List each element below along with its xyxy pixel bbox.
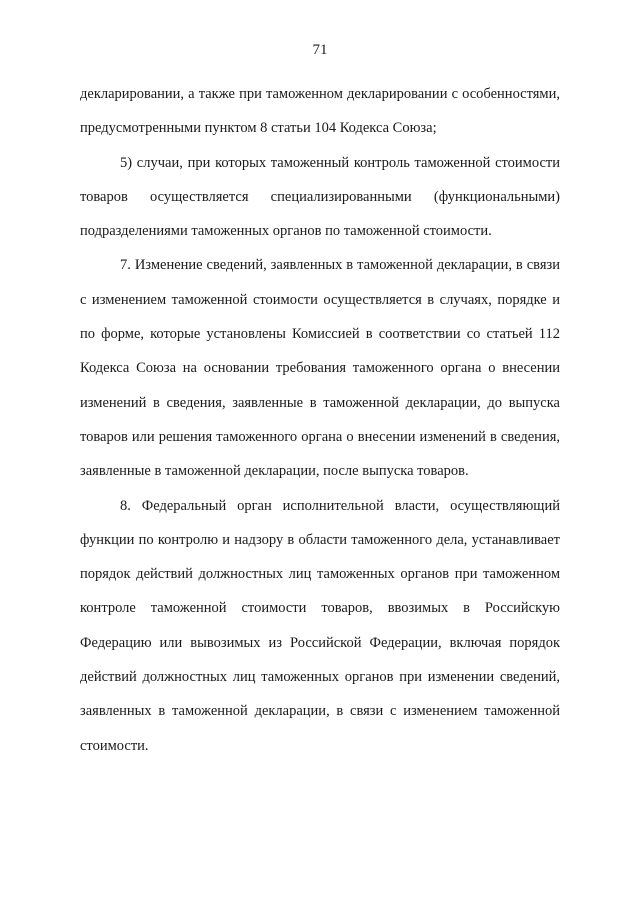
paragraph-section-7: 7. Изменение сведений, заявленных в таможенной декларации, в связи с изменением таможенной стоимости осуществляется в случаях, порядке и по форме, которые установлены Комиссией в соответствии со статьей 112 Кодекса Союза на основании требования таможенного органа о внесении изменений в сведения, заявленные в таможенной декларации, до выпуска товаров или решения таможенного органа о внесении изменений в сведения, заявленные в таможенной декларации, после выпуска товаров. [80, 257, 560, 480]
page-number: 71 [312, 42, 328, 58]
paragraph-item-5: 5) случаи, при которых таможенный контроль таможенной стоимости товаров осуществляется специализированными (функциональными) подразделениями таможенных органов по таможенной стоимости. [80, 154, 560, 240]
paragraph-section-8: 8. Федеральный орган исполнительной власти, осуществляющий функции по контролю и надзору в области таможенного дела, устанавливает порядок действий должностных лиц таможенных органов при таможенном контроле таможенной стоимости товаров, ввозимых в Российскую Федерацию или вывозимых из Российской Федерации, включая порядок действий должностных лиц таможенных органов при изменении сведений, заявленных в таможенной декларации, в связи с изменением таможенной стоимости. [80, 497, 560, 754]
document-body [80, 77, 560, 763]
paragraph-continuation: декларировании, а также при таможенном декларировании с особенностями, предусмотренными пунктом 8 статьи 104 Кодекса Союза; [80, 86, 560, 137]
